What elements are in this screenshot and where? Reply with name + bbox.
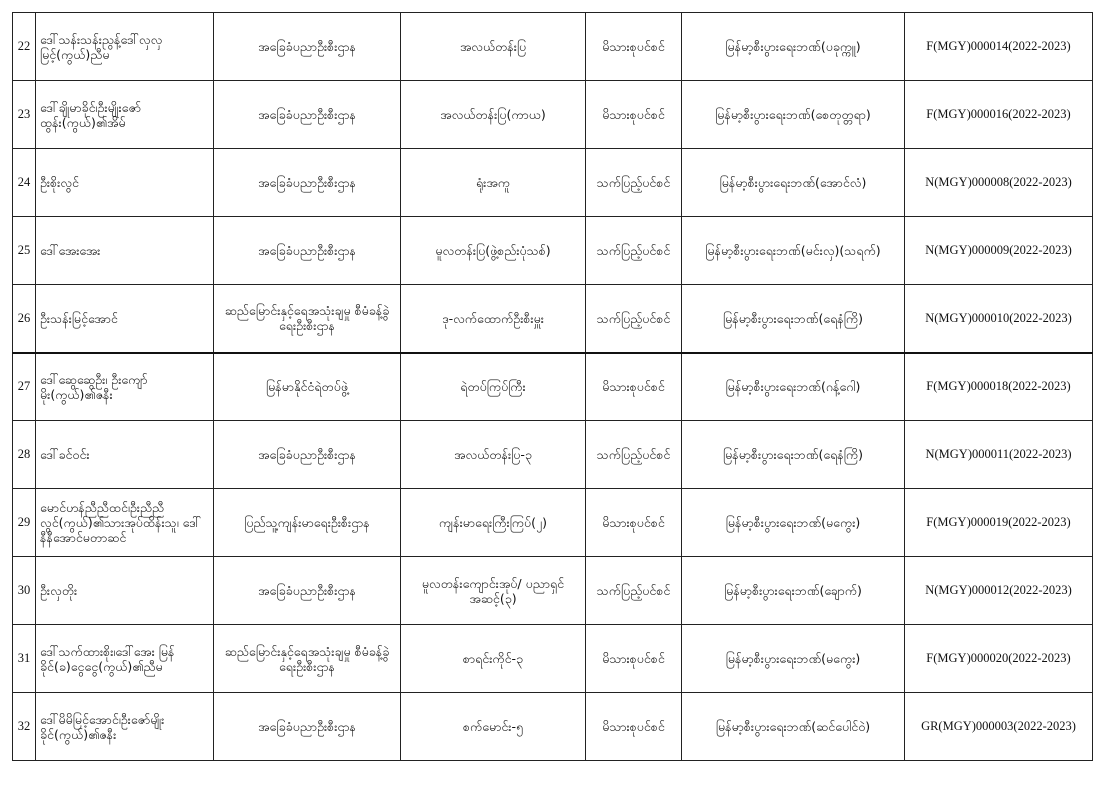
row-number: 29 bbox=[13, 489, 36, 557]
paying-bank: မြန်မာ့စီးပွားရေးဘဏ်(ရေနံကြိ) bbox=[682, 285, 905, 353]
pension-type: သက်ပြည့်ပင်စင် bbox=[586, 421, 682, 489]
paying-bank: မြန်မာ့စီးပွားရေးဘဏ်(ပခုက္ကူ) bbox=[682, 13, 905, 81]
position: ဒု-လက်ထောက်ဦးစီးမှူး bbox=[401, 285, 586, 353]
row-number: 26 bbox=[13, 285, 36, 353]
pension-type: သက်ပြည့်ပင်စင် bbox=[586, 149, 682, 217]
license-number: GR(MGY)000003(2022-2023) bbox=[905, 693, 1093, 761]
pension-type: မိသားစုပင်စင် bbox=[586, 489, 682, 557]
position: အလယ်တန်းပြ(ကာယ) bbox=[401, 81, 586, 149]
pensioner-name: ဒေါ်အေးအေး bbox=[36, 217, 214, 285]
pensioner-name: ဦးစိုးလွင် bbox=[36, 149, 214, 217]
license-number: F(MGY)000014(2022-2023) bbox=[905, 13, 1093, 81]
table-row bbox=[13, 557, 1093, 625]
paying-bank: မြန်မာ့စီးပွားရေးဘဏ်(မကွေး) bbox=[682, 489, 905, 557]
row-number: 32 bbox=[13, 693, 36, 761]
paying-bank: မြန်မာ့စီးပွားရေးဘဏ်(ဂန့်ဂေါ) bbox=[682, 353, 905, 421]
department: ပြည်သူ့ကျန်းမာရေးဦးစီးဌာန bbox=[214, 489, 401, 557]
row-number: 23 bbox=[13, 81, 36, 149]
pensioner-name: ဒေါ်မိမိမြင့်အောင်၊ဦးဇော်မျိုး ခိုင်(ကွယ်)၏ဇနီး bbox=[36, 693, 214, 761]
department: အခြေခံပညာဦးစီးဌာန bbox=[214, 421, 401, 489]
pensioner-name: ဒေါ်ဆွေဆွေဦး၊ ဦးကျော်မိုး(ကွယ်)၏ဇနီး bbox=[36, 353, 214, 421]
row-number: 22 bbox=[13, 13, 36, 81]
row-number: 28 bbox=[13, 421, 36, 489]
table-row bbox=[13, 353, 1093, 421]
pension-register-table bbox=[12, 12, 1093, 761]
pensioner-name: ဒေါ်သန်းသန်းညွန့်ဒေါ်လှလှမြင့်(ကွယ်)ညီမ bbox=[36, 13, 214, 81]
pensioner-name: ဒေါ်သက်ထားစိုး၊ဒေါ်အေး မြန်ခိုင်(ခ)ငွေငွေ(ကွယ်)၏ညီမ bbox=[36, 625, 214, 693]
license-number: N(MGY)000011(2022-2023) bbox=[905, 421, 1093, 489]
row-number: 31 bbox=[13, 625, 36, 693]
table-row bbox=[13, 489, 1093, 557]
license-number: N(MGY)000012(2022-2023) bbox=[905, 557, 1093, 625]
table-row bbox=[13, 625, 1093, 693]
pensioner-name: ဒေါ်ခင်ဝင်း bbox=[36, 421, 214, 489]
table-body bbox=[13, 13, 1093, 761]
license-number: N(MGY)000010(2022-2023) bbox=[905, 285, 1093, 353]
department: အခြေခံပညာဦးစီးဌာန bbox=[214, 81, 401, 149]
pension-type: မိသားစုပင်စင် bbox=[586, 625, 682, 693]
pension-type: သက်ပြည့်ပင်စင် bbox=[586, 285, 682, 353]
position: အလယ်တန်းပြ-၃ bbox=[401, 421, 586, 489]
row-number: 25 bbox=[13, 217, 36, 285]
pensioner-name: မောင်ဟန်ညီညီထင်၊ဦးညီညီလွင်(ကွယ်)၏သားအုပ်ထိန်းသူ၊ ဒေါ် နီနီအောင်မတာဆင် bbox=[36, 489, 214, 557]
table-row bbox=[13, 13, 1093, 81]
pensioner-name: ဦးသန်းမြင့်အောင် bbox=[36, 285, 214, 353]
table-row bbox=[13, 421, 1093, 489]
department: အခြေခံပညာဦးစီးဌာန bbox=[214, 217, 401, 285]
row-number: 27 bbox=[13, 353, 36, 421]
position: စက်မောင်း-၅ bbox=[401, 693, 586, 761]
license-number: F(MGY)000018(2022-2023) bbox=[905, 353, 1093, 421]
position: မူလတန်းပြ(ဖွဲ့စည်းပုံသစ်) bbox=[401, 217, 586, 285]
pension-type: မိသားစုပင်စင် bbox=[586, 693, 682, 761]
table-row bbox=[13, 81, 1093, 149]
department: ဆည်မြောင်းနှင့်ရေအသုံးချမှု စီမံခန့်ခွဲရေးဦးစီးဌာန bbox=[214, 285, 401, 353]
position: ရုံးအကူ bbox=[401, 149, 586, 217]
position: အလယ်တန်းပြ bbox=[401, 13, 586, 81]
department: အခြေခံပညာဦးစီးဌာန bbox=[214, 13, 401, 81]
paying-bank: မြန်မာ့စီးပွားရေးဘဏ်(မင်းလှ)(သရက်) bbox=[682, 217, 905, 285]
table-row bbox=[13, 149, 1093, 217]
paying-bank: မြန်မာ့စီးပွားရေးဘဏ်(စေတုတ္တရာ) bbox=[682, 81, 905, 149]
row-number: 24 bbox=[13, 149, 36, 217]
department: အခြေခံပညာဦးစီးဌာန bbox=[214, 149, 401, 217]
paying-bank: မြန်မာ့စီးပွားရေးဘဏ်(ရေနံကြိ) bbox=[682, 421, 905, 489]
position: စာရင်းကိုင်-၃ bbox=[401, 625, 586, 693]
license-number: F(MGY)000019(2022-2023) bbox=[905, 489, 1093, 557]
table-row bbox=[13, 693, 1093, 761]
position: ကျန်းမာရေးကြီးကြပ်(၂) bbox=[401, 489, 586, 557]
pension-type: မိသားစုပင်စင် bbox=[586, 13, 682, 81]
pension-type: သက်ပြည့်ပင်စင် bbox=[586, 217, 682, 285]
row-number: 30 bbox=[13, 557, 36, 625]
paying-bank: မြန်မာ့စီးပွားရေးဘဏ်(မကွေး) bbox=[682, 625, 905, 693]
table-row bbox=[13, 217, 1093, 285]
position: မူလတန်းကျောင်းအုပ်/ ပညာရှင်အဆင့်(၃) bbox=[401, 557, 586, 625]
license-number: N(MGY)000009(2022-2023) bbox=[905, 217, 1093, 285]
license-number: N(MGY)000008(2022-2023) bbox=[905, 149, 1093, 217]
paying-bank: မြန်မာ့စီးပွားရေးဘဏ်(ဆင်ပေါင်ဝဲ) bbox=[682, 693, 905, 761]
department: အခြေခံပညာဦးစီးဌာန bbox=[214, 557, 401, 625]
pension-type: သက်ပြည့်ပင်စင် bbox=[586, 557, 682, 625]
department: မြန်မာနိုင်ငံရဲတပ်ဖွဲ့ bbox=[214, 353, 401, 421]
paying-bank: မြန်မာ့စီးပွားရေးဘဏ်(ချောက်) bbox=[682, 557, 905, 625]
pension-type: မိသားစုပင်စင် bbox=[586, 353, 682, 421]
position: ရဲတပ်ကြပ်ကြီး bbox=[401, 353, 586, 421]
pension-type: မိသားစုပင်စင် bbox=[586, 81, 682, 149]
license-number: F(MGY)000016(2022-2023) bbox=[905, 81, 1093, 149]
pensioner-name: ဒေါ်ချိုမာခိုင်၊ဦးမျိုးဇော်ထွန်း(ကွယ်)၏အိမ် bbox=[36, 81, 214, 149]
paying-bank: မြန်မာ့စီးပွားရေးဘဏ်(အောင်လံ) bbox=[682, 149, 905, 217]
pensioner-name: ဦးလှတိုး bbox=[36, 557, 214, 625]
table-row bbox=[13, 285, 1093, 353]
department: ဆည်မြောင်းနှင့်ရေအသုံးချမှု စီမံခန့်ခွဲရေးဦးစီးဌာန bbox=[214, 625, 401, 693]
license-number: F(MGY)000020(2022-2023) bbox=[905, 625, 1093, 693]
department: အခြေခံပညာဦးစီးဌာန bbox=[214, 693, 401, 761]
